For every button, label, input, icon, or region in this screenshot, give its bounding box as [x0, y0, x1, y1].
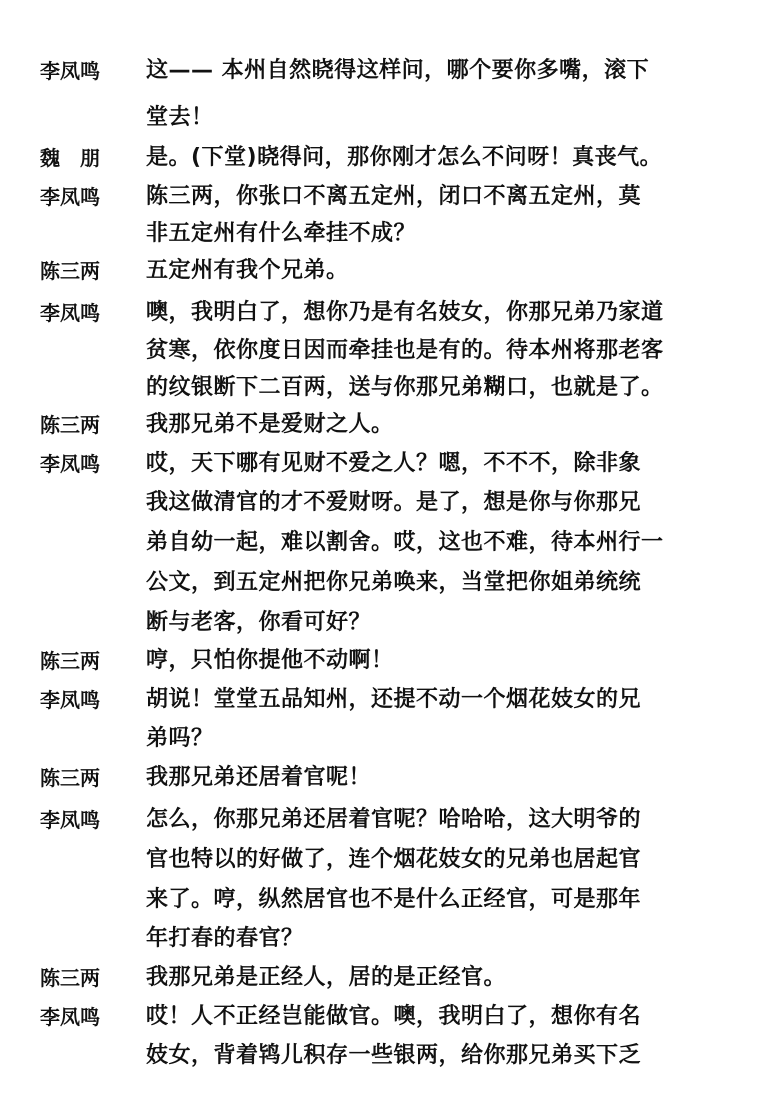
dialogue-line [0, 177, 772, 217]
dialogue-text: 哼，只怕你提他不动啊！ [146, 648, 394, 673]
dialogue-text: 我那兄弟不是爱财之人。 [146, 412, 394, 437]
dialogue-continuation [0, 880, 772, 920]
speaker-name: 李凤鸣 [40, 1005, 100, 1029]
dialogue-text: 哎！人不正经岂能做官。噢，我明白了，想你有名 [146, 1004, 642, 1029]
dialogue-text: 噢，我明白了，想你乃是有名妓女，你那兄弟乃家道 [146, 300, 664, 325]
speaker-name: 李凤鸣 [40, 452, 100, 476]
dialogue-text: 怎么，你那兄弟还居着官呢？哈哈哈，这大明爷的 [146, 807, 642, 832]
dialogue-line [0, 444, 772, 484]
dialogue-continuation [0, 98, 772, 138]
dialogue-text: 哎，天下哪有见财不爱之人？嗯，不不不，除非象 [146, 451, 642, 476]
dialogue-line [0, 758, 772, 798]
dialogue-line [0, 800, 772, 840]
dialogue-continuation [0, 1036, 772, 1076]
dialogue-text: 妓女，背着鸨儿积存一些银两，给你那兄弟买下乏 [146, 1043, 642, 1068]
dialogue-continuation [0, 523, 772, 563]
dialogue-continuation [0, 840, 772, 880]
speaker-name: 李凤鸣 [40, 688, 100, 712]
dialogue-continuation [0, 214, 772, 254]
speaker-name: 李凤鸣 [40, 808, 100, 832]
dialogue-continuation [0, 603, 772, 643]
speaker-name: 魏 朋 [40, 146, 100, 170]
dialogue-text: 陈三两，你张口不离五定州，闭口不离五定州，莫 [146, 184, 642, 209]
dialogue-line [0, 251, 772, 291]
dialogue-text: 断与老客，你看可好？ [146, 610, 372, 635]
dialogue-text: 我那兄弟还居着官呢！ [146, 765, 372, 790]
speaker-name: 陈三两 [40, 649, 100, 673]
dialogue-continuation [0, 483, 772, 523]
dialogue-line [0, 405, 772, 445]
dialogue-text: 来了。哼，纵然居官也不是什么正经官，可是那年 [146, 887, 642, 912]
speaker-name: 陈三两 [40, 259, 100, 283]
dialogue-line [0, 641, 772, 681]
dialogue-text: 的纹银断下二百两，送与你那兄弟糊口，也就是了。 [146, 375, 664, 400]
dialogue-line [0, 293, 772, 333]
dialogue-text: 公文，到五定州把你兄弟唤来，当堂把你姐弟统统 [146, 570, 642, 595]
dialogue-text: 我这做清官的才不爱财呀。是了，想是你与你那兄 [146, 490, 642, 515]
dialogue-continuation [0, 719, 772, 759]
dialogue-text: 非五定州有什么牵挂不成？ [146, 221, 417, 246]
dialogue-line [0, 997, 772, 1037]
dialogue-text: 是。(下堂)晓得问，那你刚才怎么不问呀！真丧气。 [146, 145, 663, 170]
dialogue-line [0, 680, 772, 720]
dialogue-text: 这—— 本州自然晓得这样问，哪个要你多嘴，滚下 [146, 58, 650, 83]
dialogue-line [0, 138, 772, 178]
dialogue-continuation [0, 919, 772, 959]
speaker-name: 李凤鸣 [40, 185, 100, 209]
dialogue-continuation [0, 368, 772, 408]
dialogue-text: 我那兄弟是正经人，居的是正经官。 [146, 965, 507, 990]
dialogue-text: 弟吗？ [146, 726, 214, 751]
speaker-name: 陈三两 [40, 766, 100, 790]
dialogue-text: 弟自幼一起，难以割舍。哎，这也不难，待本州行一 [146, 530, 664, 555]
speaker-name: 李凤鸣 [40, 59, 100, 83]
dialogue-text: 官也特以的好做了，连个烟花妓女的兄弟也居起官 [146, 847, 642, 872]
dialogue-line [0, 51, 772, 91]
speaker-name: 陈三两 [40, 413, 100, 437]
dialogue-continuation [0, 331, 772, 371]
dialogue-continuation [0, 563, 772, 603]
dialogue-line [0, 958, 772, 998]
dialogue-text: 贫寒，依你度日因而牵挂也是有的。待本州将那老客 [146, 338, 664, 363]
dialogue-text: 堂去！ [146, 105, 214, 130]
dialogue-text: 胡说！堂堂五品知州，还提不动一个烟花妓女的兄 [146, 687, 642, 712]
speaker-name: 李凤鸣 [40, 301, 100, 325]
dialogue-text: 五定州有我个兄弟。 [146, 258, 349, 283]
dialogue-text: 年打春的春官？ [146, 926, 304, 951]
speaker-name: 陈三两 [40, 966, 100, 990]
